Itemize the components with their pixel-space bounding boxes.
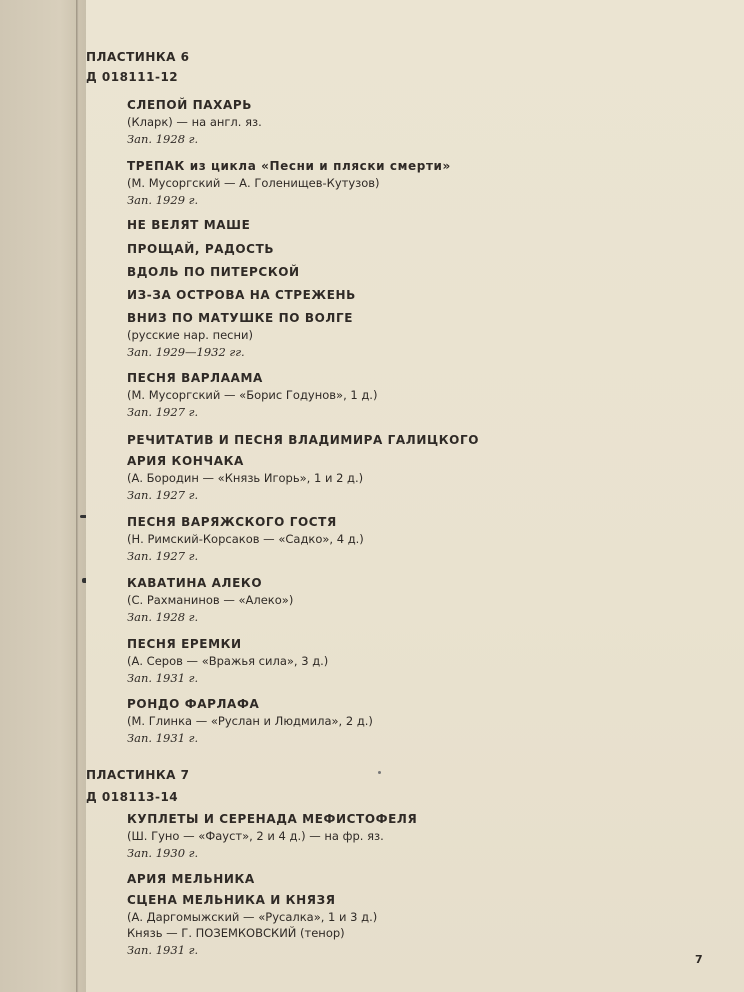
track-recorded: Зап. 1930 г. <box>127 846 199 860</box>
record-7-heading: ПЛАСТИНКА 7 <box>86 768 190 782</box>
track-recorded: Зап. 1931 г. <box>127 671 199 685</box>
track-credit: (Н. Римский-Корсаков — «Садко», 4 д.) <box>127 532 364 546</box>
track-kavatina-aleko <box>127 574 647 626</box>
track-recorded: Зап. 1928 г. <box>127 132 199 146</box>
track-credit: (М. Мусоргский — А. Голенищев-Кутузов) <box>127 176 380 190</box>
track-pesnya-eremki <box>127 635 647 687</box>
track-title: НЕ ВЕЛЯТ МАШЕ <box>127 218 251 232</box>
page-number: 7 <box>695 953 703 966</box>
track-title: ПЕСНЯ ВАРЛААМА <box>127 371 263 385</box>
track-proshchai-radost <box>127 240 647 258</box>
track-recorded: Зап. 1927 г. <box>127 488 199 502</box>
track-recorded: Зап. 1931 г. <box>127 731 199 745</box>
track-trepak <box>127 157 647 209</box>
track-title: АРИЯ МЕЛЬНИКА <box>127 872 255 886</box>
track-title: РОНДО ФАРЛАФА <box>127 697 260 711</box>
track-credit: (А. Даргомыжский — «Русалка», 1 и 3 д.) <box>127 910 378 924</box>
track-credit: (Ш. Гуно — «Фауст», 2 и 4 д.) — на фр. яз. <box>127 829 384 843</box>
track-title: ВНИЗ ПО МАТУШКЕ ПО ВОЛГЕ <box>127 311 354 325</box>
book-fold <box>76 0 79 992</box>
track-recorded: Зап. 1927 г. <box>127 549 199 563</box>
track-recorded: Зап. 1929 г. <box>127 193 199 207</box>
track-recorded: Зап. 1931 г. <box>127 943 199 957</box>
track-blind-ploughman <box>127 96 647 148</box>
track-galitsky <box>127 431 647 449</box>
track-title: ТРЕПАК из цикла «Песни и пляски смерти» <box>127 159 451 173</box>
track-ariya-konchaka <box>127 452 647 504</box>
track-vniz-po-matushke <box>127 309 647 361</box>
track-credit: (М. Мусоргский — «Борис Годунов», 1 д.) <box>127 388 378 402</box>
track-title: РЕЧИТАТИВ И ПЕСНЯ ВЛАДИМИРА ГАЛИЦКОГО <box>127 433 479 447</box>
track-credit: (русские нар. песни) <box>127 328 253 342</box>
track-title: ИЗ-ЗА ОСТРОВА НА СТРЕЖЕНЬ <box>127 288 356 302</box>
track-title: ВДОЛЬ ПО ПИТЕРСКОЙ <box>127 265 300 279</box>
track-recorded: Зап. 1927 г. <box>127 405 199 419</box>
track-title: СЛЕПОЙ ПАХАРЬ <box>127 98 253 112</box>
track-title: СЦЕНА МЕЛЬНИКА И КНЯЗЯ <box>127 893 336 907</box>
track-credit: (С. Рахманинов — «Алеко») <box>127 593 294 607</box>
track-recorded: Зап. 1929—1932 гг. <box>127 345 245 359</box>
track-credit: (А. Серов — «Вражья сила», 3 д.) <box>127 654 329 668</box>
track-credit-performer: Князь — Г. ПОЗЕМКОВСКИЙ (тенор) <box>127 926 345 940</box>
left-page-edge <box>0 0 86 992</box>
paper-speck <box>378 771 381 774</box>
track-rondo-farlafa <box>127 695 647 747</box>
track-title: КАВАТИНА АЛЕКО <box>127 576 263 590</box>
track-ariya-melnika <box>127 870 647 888</box>
track-iz-za-ostrova <box>127 286 647 304</box>
track-credit: (А. Бородин — «Князь Игорь», 1 и 2 д.) <box>127 471 364 485</box>
track-title: ПРОЩАЙ, РАДОСТЬ <box>127 242 275 256</box>
track-credit: (М. Глинка — «Руслан и Людмила», 2 д.) <box>127 714 373 728</box>
track-ne-velyat-mashe <box>127 216 647 234</box>
track-title: КУПЛЕТЫ И СЕРЕНАДА МЕФИСТОФЕЛЯ <box>127 812 418 826</box>
record-6-heading: ПЛАСТИНКА 6 <box>86 50 190 64</box>
track-vdol-po-piterskoi <box>127 263 647 281</box>
record-7-code: Д 018113-14 <box>86 790 179 804</box>
track-varyazhsky-gost <box>127 513 647 565</box>
track-credit: (Кларк) — на англ. яз. <box>127 115 262 129</box>
track-title: АРИЯ КОНЧАКА <box>127 454 244 468</box>
track-recorded: Зап. 1928 г. <box>127 610 199 624</box>
track-title: ПЕСНЯ ЕРЕМКИ <box>127 637 242 651</box>
track-title: ПЕСНЯ ВАРЯЖСКОГО ГОСТЯ <box>127 515 337 529</box>
track-stsena-melnika <box>127 891 647 959</box>
record-6-code: Д 018111-12 <box>86 70 179 84</box>
track-pesnya-varlaama <box>127 369 647 421</box>
track-mefistofel <box>127 810 647 862</box>
